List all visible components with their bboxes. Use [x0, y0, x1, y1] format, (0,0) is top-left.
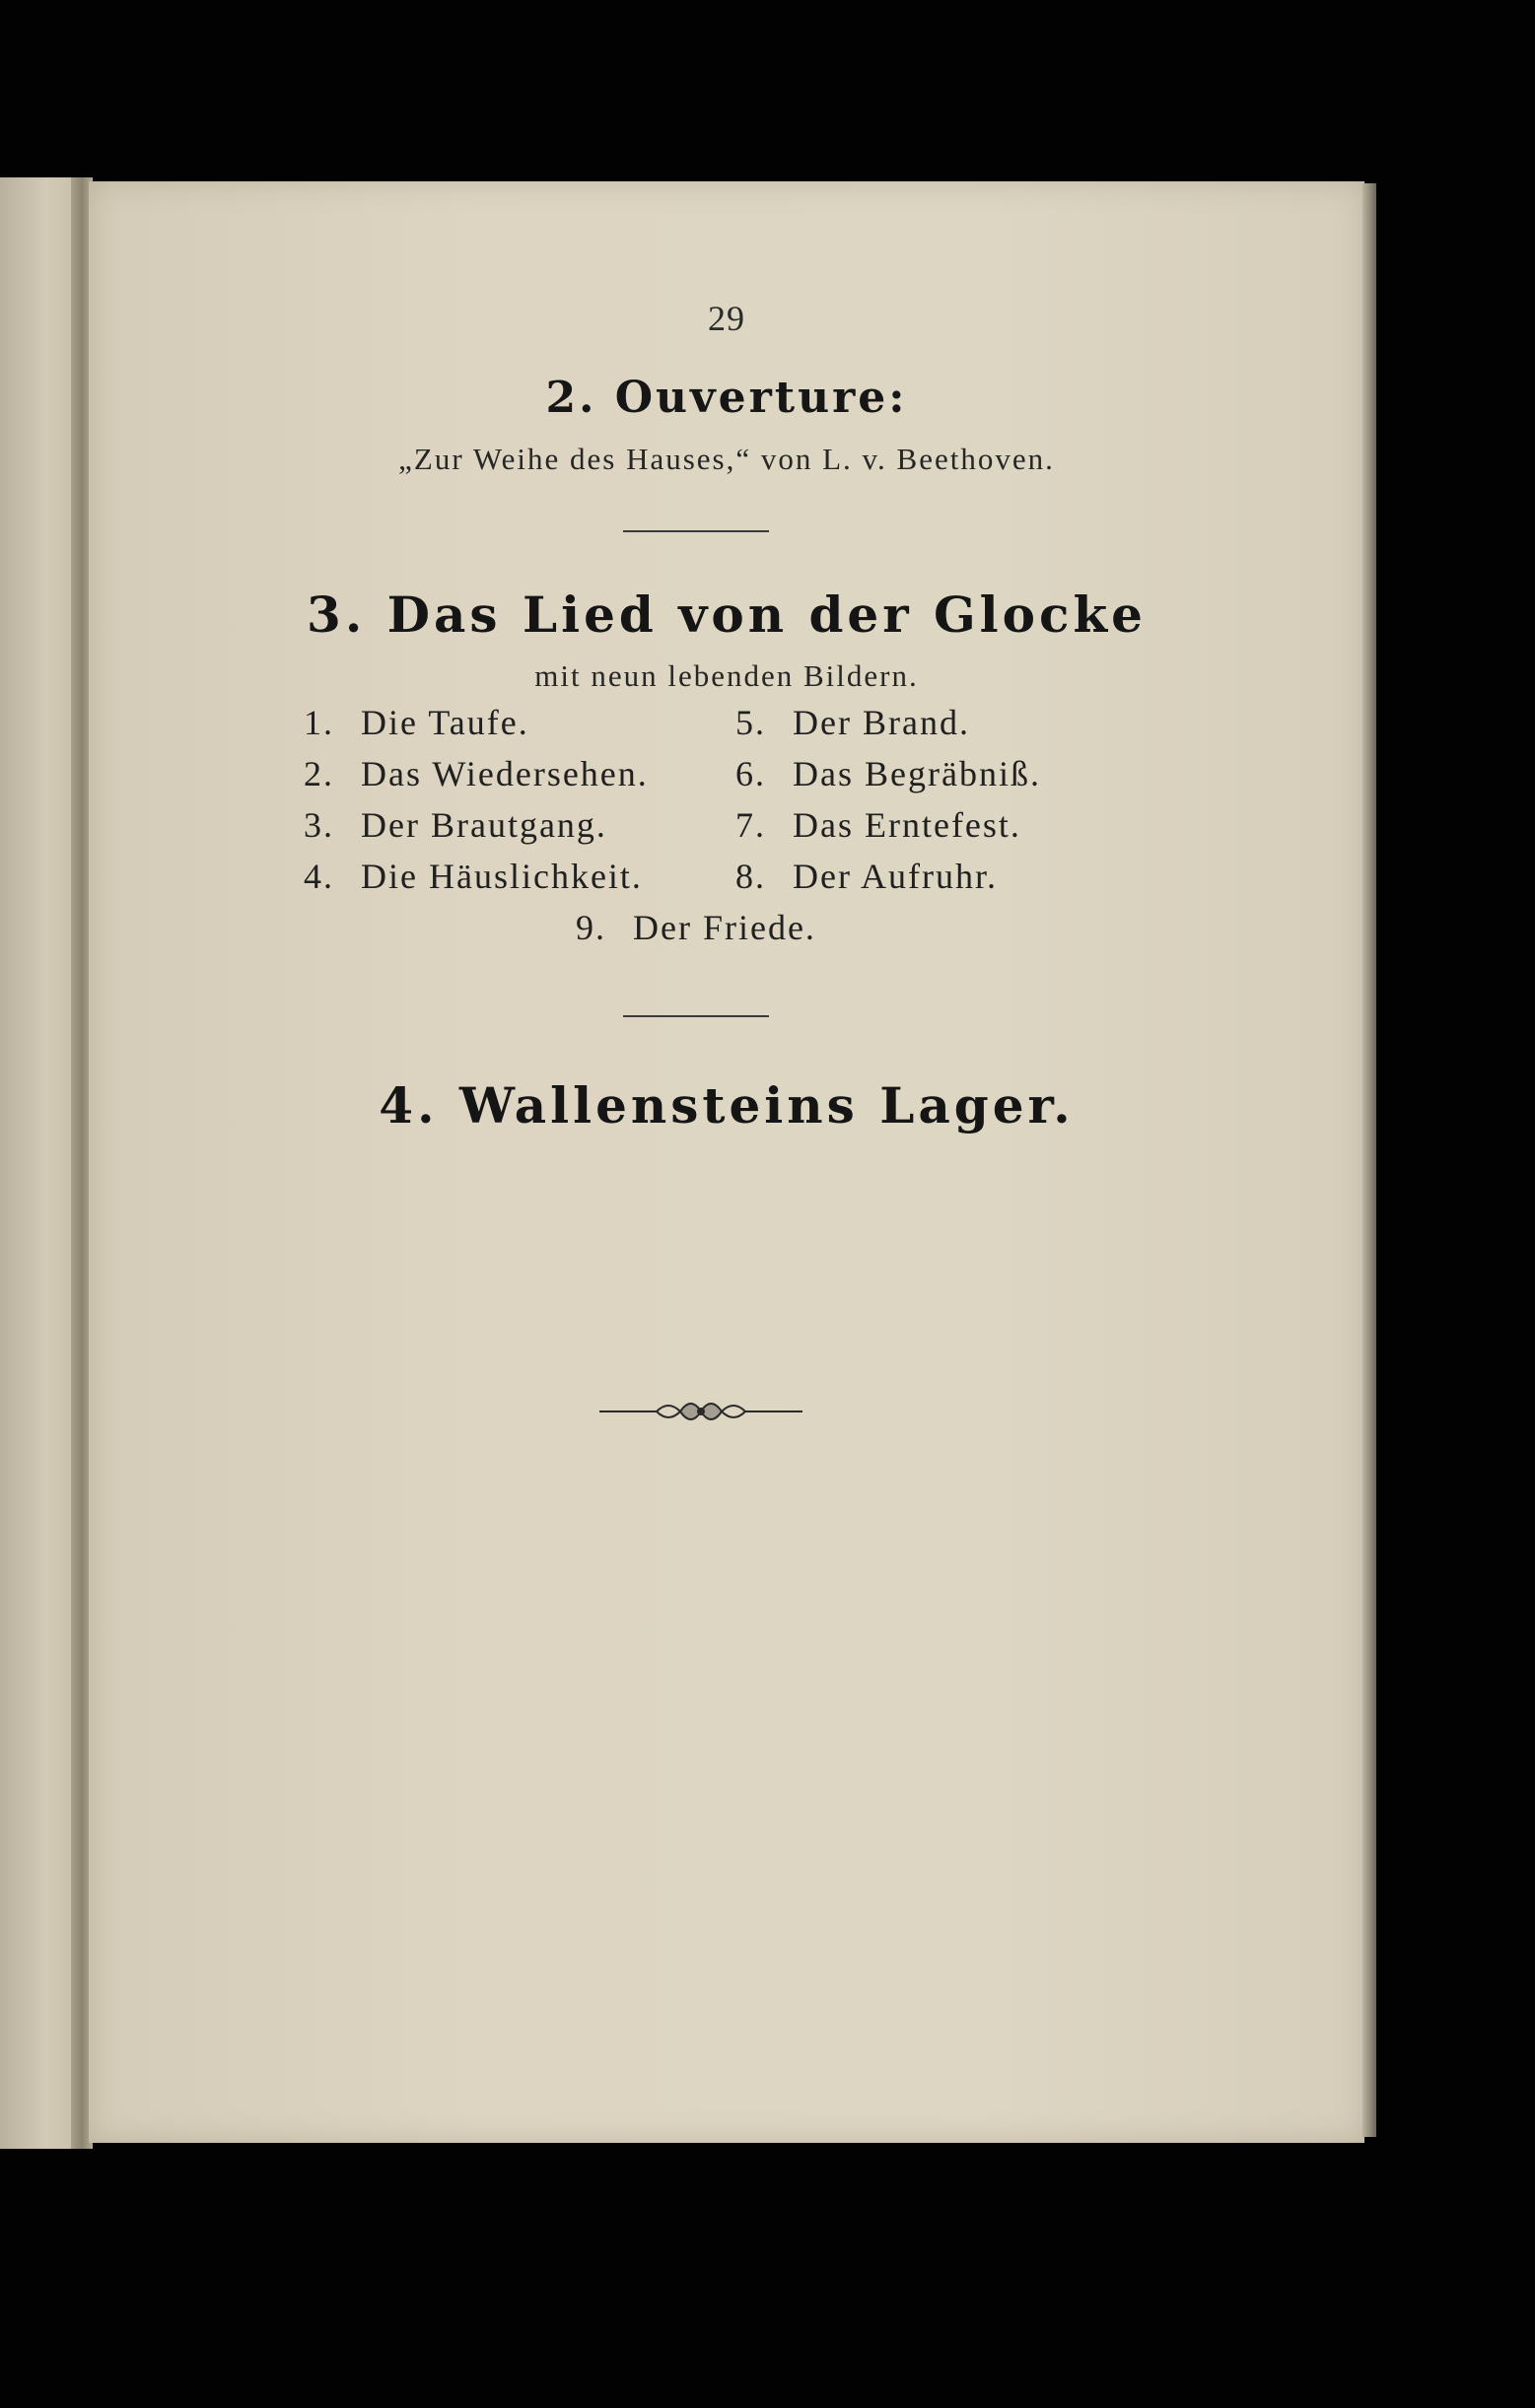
list-item-text: Der Friede. [633, 908, 816, 947]
list-item-number: 4. [304, 857, 334, 896]
list-item [735, 702, 970, 743]
page-content [89, 181, 1364, 2143]
list-item-number: 1. [304, 703, 334, 742]
list-item-number: 5. [735, 703, 766, 742]
list-item-number: 6. [735, 754, 766, 793]
list-item-number: 7. [735, 805, 766, 845]
list-item-number: 9. [576, 908, 606, 947]
section-2-heading: 2. Ouverture: [545, 373, 908, 423]
list-item [576, 907, 816, 948]
list-item-text: Der Brand. [793, 703, 970, 742]
list-item [304, 753, 649, 794]
list-item [304, 702, 529, 743]
list-item [735, 856, 998, 897]
section-3-heading: 3. Das Lied von der Glocke [307, 585, 1147, 644]
list-item-text: Das Begräbniß. [793, 754, 1041, 793]
page-number: 29 [708, 299, 745, 338]
list-item-number: 8. [735, 857, 766, 896]
page-stack-edge [1362, 183, 1376, 2137]
list-item-text: Die Häuslichkeit. [361, 857, 643, 896]
list-item-text: Der Brautgang. [361, 805, 607, 845]
list-item-text: Die Taufe. [361, 703, 529, 742]
list-item [735, 753, 1041, 794]
list-item [304, 856, 643, 897]
section-2-subtitle: „Zur Weihe des Hauses,“ von L. v. Beethoven. [398, 442, 1055, 476]
ornament-flourish-icon [597, 1392, 804, 1431]
list-item-text: Das Wiedersehen. [361, 754, 649, 793]
divider-rule [623, 530, 769, 532]
section-3-subtitle: mit neun lebenden Bildern. [534, 658, 919, 693]
list-item-number: 3. [304, 805, 334, 845]
list-item-text: Das Erntefest. [793, 805, 1021, 845]
section-4-heading: 4. Wallensteins Lager. [379, 1076, 1075, 1135]
list-item [735, 804, 1021, 846]
list-item-number: 2. [304, 754, 334, 793]
divider-rule [623, 1015, 769, 1017]
list-item [304, 804, 607, 846]
list-item-text: Der Aufruhr. [793, 857, 998, 896]
